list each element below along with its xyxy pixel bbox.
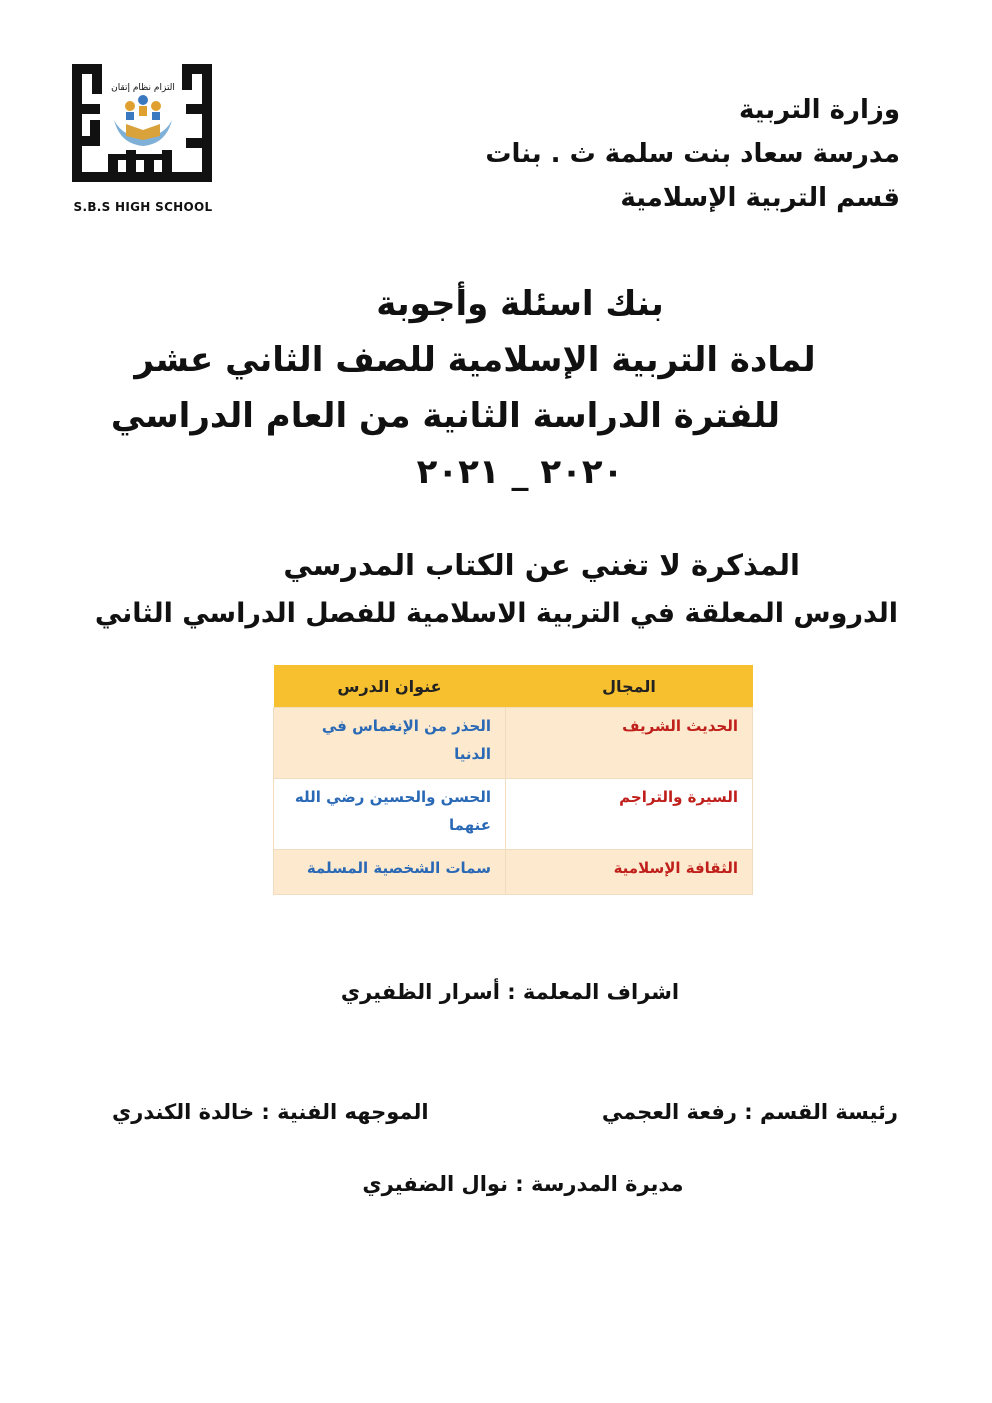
- school-name: مدرسة سعاد بنت سلمة ث . بنات: [485, 139, 900, 169]
- title-line-2: لمادة التربية الإسلامية للصف الثاني عشر: [134, 340, 816, 380]
- note-textbook: المذكرة لا تغني عن الكتاب المدرسي: [283, 548, 800, 582]
- note-suspended-lessons: الدروس المعلقة في التربية الاسلامية للفصل الدراسي الثاني: [94, 598, 898, 629]
- table-header-field: المجال: [506, 665, 753, 708]
- table-row: [274, 708, 753, 779]
- logo-caption: S.B.S HIGH SCHOOL: [73, 200, 213, 214]
- ministry-name: وزارة التربية: [738, 95, 900, 125]
- document-title: [110, 276, 920, 500]
- title-line-years: ٢٠٢٠ _ ٢٠٢١: [416, 452, 624, 492]
- table-cell-lesson: الحذر من الإنغماس في الدنيا: [274, 708, 506, 779]
- department-name: قسم التربية الإسلامية: [620, 183, 900, 213]
- lessons-table: [273, 665, 753, 895]
- technical-supervisor-line: الموجهه الفنية : خالدة الكندري: [112, 1100, 429, 1124]
- school-logo: [68, 58, 218, 214]
- table-cell-lesson: سمات الشخصية المسلمة: [274, 850, 506, 895]
- title-line-1: بنك اسئلة وأجوبة: [376, 284, 664, 324]
- head-of-department-line: رئيسة القسم : رفعة العجمي: [601, 1100, 898, 1124]
- table-header-row: [274, 665, 753, 708]
- table-cell-field: السيرة والتراجم: [506, 779, 753, 850]
- table-row: [274, 850, 753, 895]
- table-cell-field: الثقافة الإسلامية: [506, 850, 753, 895]
- table-cell-field: الحديث الشريف: [506, 708, 753, 779]
- header-block: [380, 88, 900, 220]
- title-line-3: للفترة الدراسة الثانية من العام الدراسي: [110, 396, 780, 436]
- principal-line: مديرة المدرسة : نوال الضفيري: [362, 1172, 684, 1196]
- school-logo-icon: [68, 58, 218, 198]
- table-header-lesson: عنوان الدرس: [274, 665, 506, 708]
- supervisor-line: اشراف المعلمة : أسرار الظفيري: [340, 980, 680, 1004]
- table-row: [274, 779, 753, 850]
- logo-arc-text: التزام نظام إتقان: [111, 83, 175, 93]
- table-cell-lesson: الحسن والحسين رضي الله عنهما: [274, 779, 506, 850]
